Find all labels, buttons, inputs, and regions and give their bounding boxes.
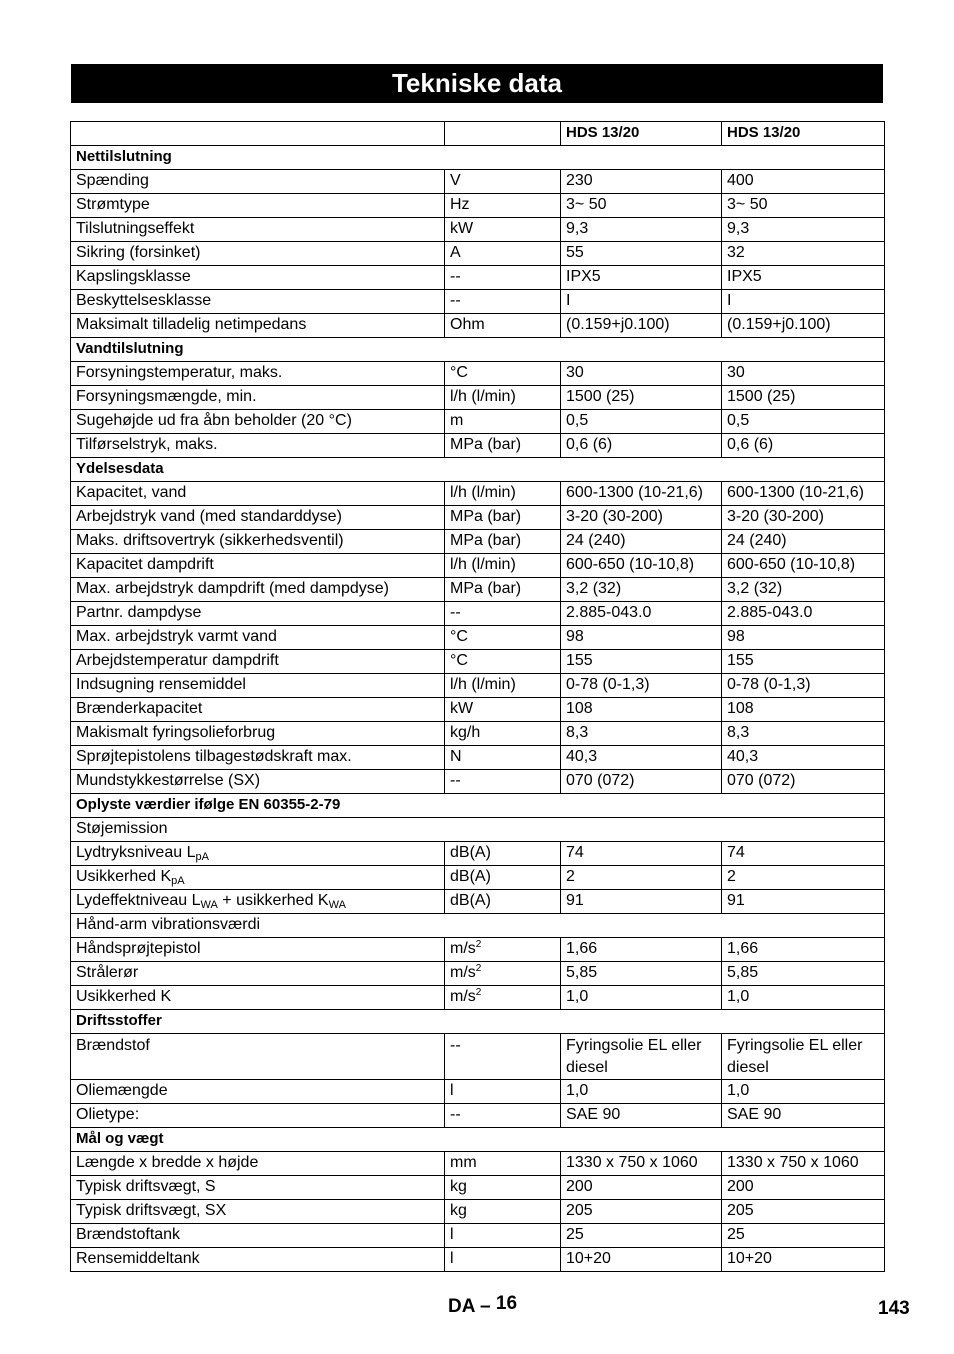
row-unit: dB(A): [445, 842, 561, 866]
row-value-1: 600-1300 (10-21,6): [561, 482, 722, 506]
section-row: [71, 146, 885, 170]
row-value-2: 24 (240): [722, 530, 885, 554]
table-row: [71, 314, 885, 338]
row-value-1: 2.885-043.0: [561, 602, 722, 626]
table-row: [71, 434, 885, 458]
row-unit: dB(A): [445, 866, 561, 890]
row-value-2: 10+20: [722, 1248, 885, 1272]
row-value-1: 24 (240): [561, 530, 722, 554]
row-label: Brændstoftank: [71, 1224, 445, 1248]
table-row: [71, 554, 885, 578]
row-label: Usikkerhed $K_{pA}$: [71, 866, 445, 890]
row-unit: l/h (l/min): [445, 674, 561, 698]
row-value-1: 30: [561, 362, 722, 386]
row-value-2: 600-650 (10-10,8): [722, 554, 885, 578]
table-row: [71, 938, 885, 962]
row-value-1: 1,66: [561, 938, 722, 962]
section-ydelsesdata: Ydelsesdata: [71, 458, 885, 482]
row-value-2: 400: [722, 170, 885, 194]
row-value-2: 3-20 (30-200): [722, 506, 885, 530]
table-row: [71, 650, 885, 674]
row-label: Tilførselstryk, maks.: [71, 434, 445, 458]
header-model-2: HDS 13/20: [722, 122, 885, 146]
row-value-1: 3,2 (32): [561, 578, 722, 602]
row-value-2: 40,3: [722, 746, 885, 770]
row-label: Spænding: [71, 170, 445, 194]
row-unit: l/h (l/min): [445, 482, 561, 506]
row-label: Sikring (forsinket): [71, 242, 445, 266]
row-unit: m: [445, 410, 561, 434]
row-value-2: 200: [722, 1176, 885, 1200]
row-label: Brændstof: [71, 1034, 445, 1080]
row-value-1: 230: [561, 170, 722, 194]
row-label: Strømtype: [71, 194, 445, 218]
row-label: Max. arbejdstryk varmt vand: [71, 626, 445, 650]
row-unit: --: [445, 770, 561, 794]
row-value-1: 1330 x 750 x 1060: [561, 1152, 722, 1176]
row-unit: V: [445, 170, 561, 194]
table-row: [71, 986, 885, 1010]
row-value-1: 600-650 (10-10,8): [561, 554, 722, 578]
row-value-2: 0,5: [722, 410, 885, 434]
row-value-1: 0,6 (6): [561, 434, 722, 458]
row-label: Typisk driftsvægt, SX: [71, 1200, 445, 1224]
row-unit: MPa (bar): [445, 434, 561, 458]
row-value-1: 1500 (25): [561, 386, 722, 410]
row-unit: MPa (bar): [445, 530, 561, 554]
table-row: [71, 1248, 885, 1272]
section-vandtilslutning: Vandtilslutning: [71, 338, 885, 362]
section-row: [71, 1010, 885, 1034]
row-unit: kW: [445, 698, 561, 722]
section-row: [71, 1128, 885, 1152]
row-value-2: 1500 (25): [722, 386, 885, 410]
row-label: Kapslingsklasse: [71, 266, 445, 290]
row-value-2: 070 (072): [722, 770, 885, 794]
row-label: Kapacitet dampdrift: [71, 554, 445, 578]
row-value-1: 1,0: [561, 986, 722, 1010]
table-row: [71, 1224, 885, 1248]
table-row: [71, 1104, 885, 1128]
table-row: [71, 1176, 885, 1200]
row-value-1: 25: [561, 1224, 722, 1248]
row-value-1: 205: [561, 1200, 722, 1224]
row-value-1: 070 (072): [561, 770, 722, 794]
table-row: [71, 866, 885, 890]
row-value-1: 155: [561, 650, 722, 674]
row-value-1: I: [561, 290, 722, 314]
table-row: [71, 506, 885, 530]
row-value-1: Fyringsolie EL eller diesel: [561, 1034, 722, 1080]
section-oplyste-vaerdier: Oplyste værdier ifølge EN 60355-2-79: [71, 794, 885, 818]
row-unit: l: [445, 1248, 561, 1272]
row-value-2: 1,0: [722, 1080, 885, 1104]
row-label: Arbejdstryk vand (med standarddyse): [71, 506, 445, 530]
section-maal-og-vaegt: Mål og vægt: [71, 1128, 885, 1152]
row-value-1: IPX5: [561, 266, 722, 290]
row-label: Brænderkapacitet: [71, 698, 445, 722]
table-row: [71, 290, 885, 314]
row-value-2: 1,66: [722, 938, 885, 962]
row-label: Forsyningstemperatur, maks.: [71, 362, 445, 386]
table-row: [71, 578, 885, 602]
row-label: Rensemiddeltank: [71, 1248, 445, 1272]
row-label: Tilslutningseffekt: [71, 218, 445, 242]
superscript: 2: [475, 939, 482, 950]
row-value-1: 74: [561, 842, 722, 866]
row-unit: --: [445, 1104, 561, 1128]
row-value-2: 98: [722, 626, 885, 650]
header-label-cell: [71, 122, 445, 146]
row-unit: MPa (bar): [445, 506, 561, 530]
table-row: [71, 890, 885, 914]
row-value-2: 3,2 (32): [722, 578, 885, 602]
row-label: Olietype:: [71, 1104, 445, 1128]
subscript: pA: [171, 875, 185, 887]
row-value-2: 600-1300 (10-21,6): [722, 482, 885, 506]
row-value-2: 30: [722, 362, 885, 386]
row-unit: $m/s^2$: [445, 986, 561, 1010]
row-unit: --: [445, 290, 561, 314]
subsection-stoejemission: Støjemission: [71, 818, 885, 842]
row-unit: Ohm: [445, 314, 561, 338]
row-label: Forsyningsmængde, min.: [71, 386, 445, 410]
row-value-2: 3~ 50: [722, 194, 885, 218]
row-unit: kW: [445, 218, 561, 242]
row-value-2: 0-78 (0-1,3): [722, 674, 885, 698]
row-label: Maks. driftsovertryk (sikkerhedsventil): [71, 530, 445, 554]
subscript: pA: [195, 851, 209, 863]
row-value-1: 108: [561, 698, 722, 722]
row-value-1: 2: [561, 866, 722, 890]
table-row: [71, 482, 885, 506]
table-row: [71, 746, 885, 770]
row-value-1: 1,0: [561, 1080, 722, 1104]
row-value-2: 5,85: [722, 962, 885, 986]
row-unit: kg: [445, 1176, 561, 1200]
row-unit: l: [445, 1080, 561, 1104]
row-value-1: 55: [561, 242, 722, 266]
row-value-2: 2.885-043.0: [722, 602, 885, 626]
table-row: [71, 194, 885, 218]
row-value-2: 2: [722, 866, 885, 890]
table-row: [71, 1080, 885, 1104]
row-label: Oliemængde: [71, 1080, 445, 1104]
subsection-haand-arm: Hånd-arm vibrationsværdi: [71, 914, 885, 938]
table-row: [71, 530, 885, 554]
row-unit: °C: [445, 362, 561, 386]
section-row: [71, 338, 885, 362]
row-unit: $m/s^2$: [445, 962, 561, 986]
row-label: Maksimalt tilladelig netimpedans: [71, 314, 445, 338]
table-header-row: [71, 122, 885, 146]
row-unit: MPa (bar): [445, 578, 561, 602]
row-value-1: 9,3: [561, 218, 722, 242]
row-label: Strålerør: [71, 962, 445, 986]
row-value-1: 0-78 (0-1,3): [561, 674, 722, 698]
subscript: WA: [328, 899, 346, 911]
row-label: Sprøjtepistolens tilbagestødskraft max.: [71, 746, 445, 770]
row-value-1: 0,5: [561, 410, 722, 434]
row-value-2: 0,6 (6): [722, 434, 885, 458]
table-row: [71, 362, 885, 386]
row-value-2: SAE 90: [722, 1104, 885, 1128]
table-row: [71, 722, 885, 746]
table-row: [71, 1200, 885, 1224]
superscript: 2: [475, 987, 482, 998]
row-value-2: 25: [722, 1224, 885, 1248]
row-unit: dB(A): [445, 890, 561, 914]
spec-table: [70, 121, 885, 1272]
row-unit: kg: [445, 1200, 561, 1224]
row-unit: $m/s^2$: [445, 938, 561, 962]
row-value-1: 8,3: [561, 722, 722, 746]
row-value-1: 3~ 50: [561, 194, 722, 218]
row-label: Typisk driftsvægt, S: [71, 1176, 445, 1200]
footer-page-label: [448, 1293, 518, 1318]
row-label: Max. arbejdstryk dampdrift (med dampdyse): [71, 578, 445, 602]
row-value-2: 1,0: [722, 986, 885, 1010]
row-unit: °C: [445, 626, 561, 650]
header-model-1: HDS 13/20: [561, 122, 722, 146]
footer-language: DA –: [448, 1296, 491, 1317]
row-label: Kapacitet, vand: [71, 482, 445, 506]
row-label: Lydeffektniveau $L_{WA}$ + usikkerhed $K_{WA}$: [71, 890, 445, 914]
row-value-1: 200: [561, 1176, 722, 1200]
row-value-2: Fyringsolie EL eller diesel: [722, 1034, 885, 1080]
section-row: [71, 458, 885, 482]
row-unit: kg/h: [445, 722, 561, 746]
table-row: [71, 218, 885, 242]
subsection-row: [71, 818, 885, 842]
row-value-2: 1330 x 750 x 1060: [722, 1152, 885, 1176]
row-value-2: 91: [722, 890, 885, 914]
subsection-row: [71, 914, 885, 938]
page-title: Tekniske data: [71, 64, 883, 103]
row-label: Indsugning rensemiddel: [71, 674, 445, 698]
row-value-2: 8,3: [722, 722, 885, 746]
row-value-2: IPX5: [722, 266, 885, 290]
table-row: [71, 770, 885, 794]
table-row: [71, 842, 885, 866]
section-nettilslutning: Nettilslutning: [71, 146, 885, 170]
row-value-1: SAE 90: [561, 1104, 722, 1128]
row-value-2: 108: [722, 698, 885, 722]
row-label: Længde x bredde x højde: [71, 1152, 445, 1176]
table-row: [71, 1034, 885, 1080]
table-row: [71, 242, 885, 266]
table-row: [71, 626, 885, 650]
row-unit: l/h (l/min): [445, 554, 561, 578]
row-label: Beskyttelsesklasse: [71, 290, 445, 314]
table-row: [71, 602, 885, 626]
row-value-2: (0.159+j0.100): [722, 314, 885, 338]
row-value-1: 91: [561, 890, 722, 914]
row-unit: l/h (l/min): [445, 386, 561, 410]
row-label: Mundstykkestørrelse (SX): [71, 770, 445, 794]
row-value-1: 98: [561, 626, 722, 650]
row-value-2: 74: [722, 842, 885, 866]
row-value-2: 205: [722, 1200, 885, 1224]
row-value-1: 5,85: [561, 962, 722, 986]
table-row: [71, 962, 885, 986]
table-row: [71, 386, 885, 410]
section-row: [71, 794, 885, 818]
row-label: Partnr. dampdyse: [71, 602, 445, 626]
table-row: [71, 410, 885, 434]
row-unit: mm: [445, 1152, 561, 1176]
row-unit: l: [445, 1224, 561, 1248]
header-unit-cell: [445, 122, 561, 146]
table-row: [71, 266, 885, 290]
row-value-1: 40,3: [561, 746, 722, 770]
row-unit: --: [445, 602, 561, 626]
section-driftsstoffer: Driftsstoffer: [71, 1010, 885, 1034]
row-label: Håndsprøjtepistol: [71, 938, 445, 962]
row-value-2: 155: [722, 650, 885, 674]
row-unit: A: [445, 242, 561, 266]
table-row: [71, 674, 885, 698]
row-value-1: (0.159+j0.100): [561, 314, 722, 338]
row-value-2: I: [722, 290, 885, 314]
row-label: Lydtryksniveau $L_{pA}$: [71, 842, 445, 866]
row-value-1: 3-20 (30-200): [561, 506, 722, 530]
row-label: Sugehøjde ud fra åbn beholder (20 °C): [71, 410, 445, 434]
row-value-2: 9,3: [722, 218, 885, 242]
row-unit: N: [445, 746, 561, 770]
footer-local-page-number: 16: [495, 1293, 518, 1314]
row-value-2: 32: [722, 242, 885, 266]
row-label: Usikkerhed K: [71, 986, 445, 1010]
row-unit: Hz: [445, 194, 561, 218]
superscript: 2: [475, 963, 482, 974]
table-row: [71, 170, 885, 194]
footer-page-number: 143: [878, 1298, 910, 1319]
row-unit: --: [445, 266, 561, 290]
row-unit: °C: [445, 650, 561, 674]
table-row: [71, 698, 885, 722]
row-unit: --: [445, 1034, 561, 1080]
table-row: [71, 1152, 885, 1176]
row-value-1: 10+20: [561, 1248, 722, 1272]
row-label: Arbejdstemperatur dampdrift: [71, 650, 445, 674]
subscript: WA: [200, 899, 218, 911]
row-label: Makismalt fyringsolieforbrug: [71, 722, 445, 746]
